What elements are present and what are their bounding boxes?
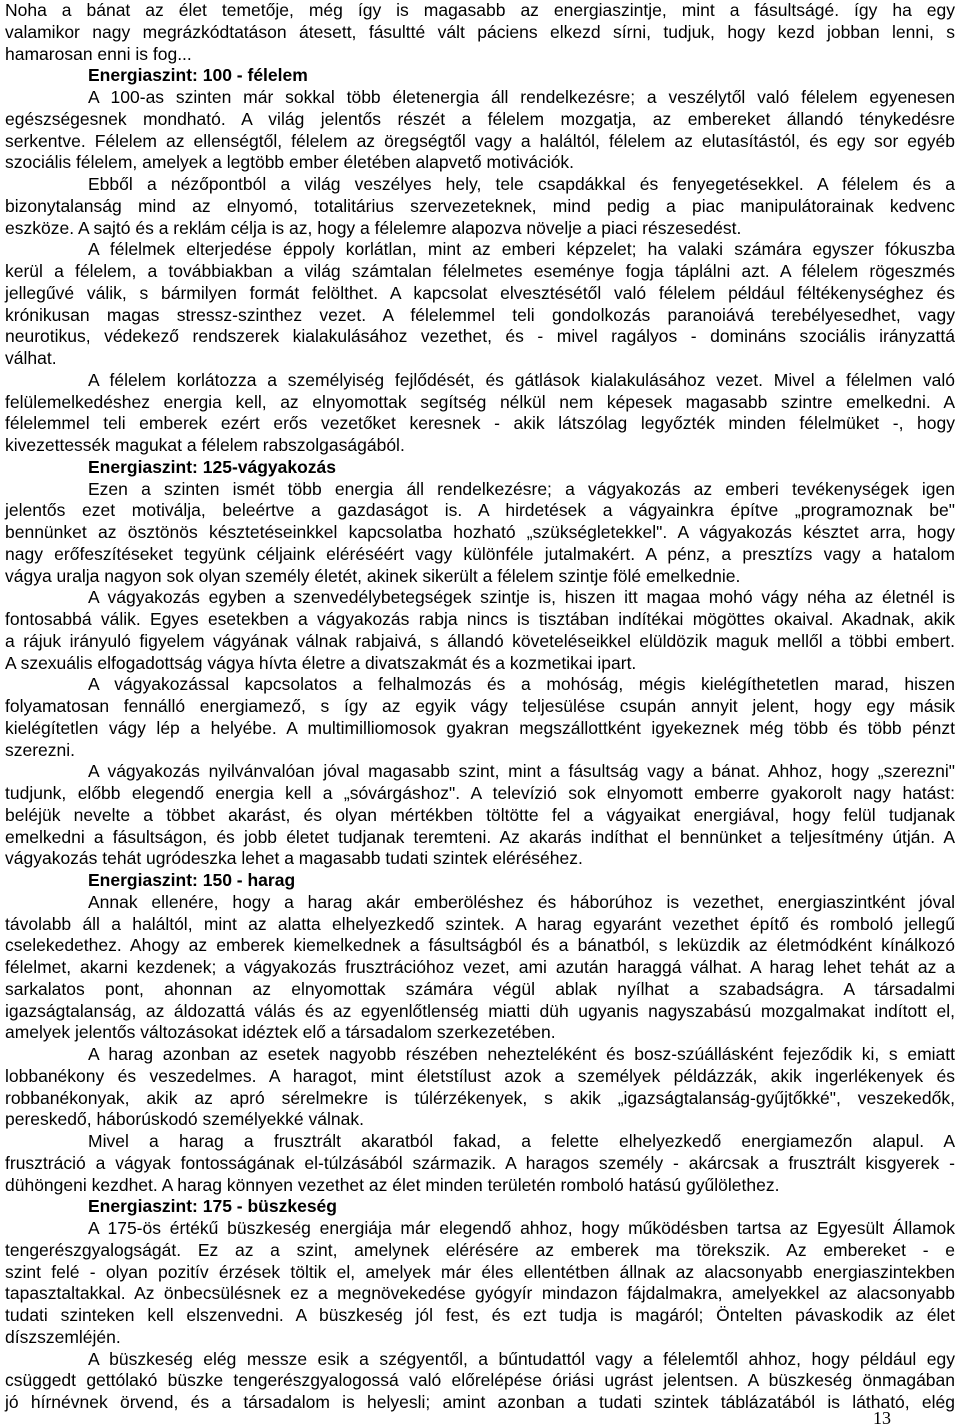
text-line: A vágyakozással kapcsolatos a felhalmozás és a mohóság, mégis kielégíthetetlen marad, hiszen (88, 674, 955, 695)
text-line: bizonytalanság mind az elnyomó, totalitárius szervezeteknek, mind pedig a piac manipulátorainak kedvenc (5, 195, 955, 216)
page-number: 13 (873, 1408, 891, 1428)
text-line: Ebből a nézőpontból a világ veszélyes hely, tele csapdákkal és fenyegetésekkel. A félelem és a (88, 174, 955, 194)
paragraph (5, 674, 955, 761)
section-heading: Energiaszint: 125-vágyakozás (88, 456, 337, 477)
text-line: lobbanékony és veszedelmes. A haragot, mint életstílust azok a személyek példázzák, akik ingerlékenyek és (5, 1065, 955, 1086)
text-line: jó hírnévnek örvend, és a társadalom is helyesli; amint azonban a tudati szintek táblázatából is látható, elég (5, 1392, 955, 1412)
section-fear (5, 65, 955, 457)
section-heading: Energiaszint: 150 - harag (88, 870, 296, 890)
text-line: dühöngeni kezdhet. A harag könnyen vezethet az élet minden területén romboló hatású gyűlölethez. (5, 1174, 780, 1195)
paragraph (5, 1131, 955, 1196)
text-line: folyamatosan fennálló energiamező, s így az egyik vágy teljesülése csupán annyit jelent, hogy egy másik (5, 696, 955, 716)
text-line: nagy erőfeszítéseket tegyünk céljaink eléréséért vagy különféle jutalmakért. A pénz, a presztízs vagy a hatalom (5, 543, 955, 564)
paragraph (5, 587, 955, 674)
text-line: eszköze. A sajtó és a reklám célja is az, hogy a félelemre alapozva növelje a piaci részesedést. (5, 217, 742, 238)
text-line: A harag azonban az esetek nagyobb részében nehezteléként és bosz-szúállásként fejeződik ki, s emiatt (88, 1044, 955, 1064)
text-line: díszszemléjén. (5, 1326, 121, 1347)
section-anger (5, 870, 955, 1196)
text-line: valamikor nagy megrázkódtatáson átesett, fásultté vált páciens elkezd sírni, tudjuk, hogy kezd jobban lenni, s (5, 21, 955, 42)
paragraph (5, 174, 955, 239)
text-line: robbanékonyak, akik az apró sérelmekre is túlérzékenyek, s akik „igazságtalanság-gyűjtőkké", veszekedők, (5, 1087, 955, 1108)
paragraph (5, 892, 955, 1044)
paragraph (5, 0, 955, 65)
text-line: pereskedő, háborúskodó személyekké válnak. (5, 1109, 364, 1130)
text-line: egészségesnek mondható. A világ jelentős részét a félelem mozgatja, az embereket állandó ténykedésre (5, 108, 955, 129)
text-line: válhat. (5, 348, 57, 368)
text-line: tudati szinteken kell elszenvedni. A büszkeség jól fest, és ezt tudja is magáról; Öntelten pávaskodik az élet (5, 1305, 955, 1325)
text-line: fontosabbá válik. Egyes esetekben a vágyakozás rabja nincs is tisztában indítékai mögöttes okaival. Akadnak, akik (5, 609, 955, 629)
text-line: jelentős ezet motiválja, beleértve a gazdaságot is. A hirdetések a vágyainkra építve „programoznak be" (5, 500, 955, 521)
text-line: félelmet, akarni kezdenek; a vágyakozás frusztrációhoz vezet, ami azután haraggá válhat. A harag lehet tehát az a (5, 957, 955, 977)
text-line: kivezettessék magukat a félelem rabszolgaságából. (5, 435, 405, 455)
document-body (5, 0, 955, 1414)
text-line: szerezni. (5, 739, 76, 760)
text-line: szint felé - olyan pozitív érzések töltik el, amelyek már éles ellentétben állnak az alacsonyabb energiaszintekben (5, 1261, 955, 1282)
text-line: félelemmel teli emberek ezért erős vezetőket keresnek - akik látszólag legyőzték minden félelmüket -, hogy (5, 413, 955, 434)
text-line: A büszkeség elég messze esik a szégyentől, a bűntudattól vagy a félelemtől ahhoz, hogy például egy (88, 1348, 955, 1369)
text-line: Annak ellenére, hogy a harag akár emberöléshez és háborúhoz is vezethet, energiaszintként jóval (88, 891, 955, 912)
text-line: bennünket az ösztönös késztetéseinkkel kapcsolatba hozható „szükségletekkel". A vágyakozás késztet arra, hogy (5, 522, 955, 542)
text-line: szociális félelem, amelyek a legtöbb ember életében alapvető motivációk. (5, 152, 575, 173)
text-line: emelkedni a fásultságon, és jobb életet tudjanak teremteni. Az akarás indíthat el bennünket a teljesítmény útján. A (5, 826, 955, 847)
text-line: serkentve. Félelem az ellenségtől, félelem az öregségtől vagy a haláltól, félelem az elutasítástól, és egy sor egyéb (5, 130, 955, 151)
paragraph (5, 1044, 955, 1131)
paragraph (5, 370, 955, 457)
text-line: neurotikus, védekező rendszerek kialakulásához vezethet, és - mivel ragályos - domináns szociális irányzattá (5, 326, 955, 347)
text-line: cselekedethez. Ahogy az emberek kiemelkednek a fásultságból és a bánatból, s leküzdik az életmódként kínálkozó (5, 935, 955, 956)
text-line: krónikusan magas stressz-szinthez vezet. A félelemmel teli gondolkozás paranoiává terebélyesedhet, vagy (5, 304, 955, 325)
text-line: tapasztaltakkal. Az önbecsülésnek ez a megnövekedése gyógyír mindazon fájdalmakra, amelyekkel az alacsonyabb (5, 1283, 955, 1304)
paragraph (5, 479, 955, 588)
text-line: vágya uralja nagyon sok olyan személy életét, akinek sikerült a félelem szintje fölé emelkednie. (5, 565, 741, 586)
text-line: igazságtalanság, az áldozattá válás és az egyenlőtlenség miatti düh ugyanis nagyszabású mozgalmakat indított el, (5, 1000, 955, 1021)
paragraph (5, 1218, 955, 1349)
section-heading: Energiaszint: 100 - félelem (88, 65, 308, 86)
text-line: jellegűvé válik, s bármilyen formát felölthet. A kapcsolat elvesztésétől való félelem például féltékenységhez és (5, 282, 955, 303)
text-line: A vágyakozás nyilvánvalóan jóval magasabb szint, mint a fásultság vagy a bánat. Ahhoz, hogy „szerezni" (88, 761, 955, 782)
text-line: amelyek jelentős változásokat idéztek elő a társadalom szerkezetében. (5, 1022, 556, 1043)
text-line: felülemelkedéshez energia kell, az elnyomottak segítség nélkül nem képesek magasabb szintre emelkedni. A (5, 391, 955, 412)
text-line: tengerészgyalogságát. Ez az a szint, amelynek elérésére az emberek ma törekszik. Az embereket - e (5, 1239, 955, 1260)
text-line: távolabb áll a haláltól, mint az alatta elhelyezkedő szintek. A harag egyaránt vezethet építő és romboló jellegű (5, 913, 955, 934)
text-line: hamarosan enni is fog... (5, 43, 192, 64)
text-line: A félelmek elterjedése éppoly korlátlan, mint az emberi képzelet; ha valaki számára egyszer fókuszba (88, 239, 955, 260)
paragraph (5, 239, 955, 370)
text-line: Mivel a harag a frusztrált akaratból fakad, a felette elhelyezkedő energiamezőn alapul. A (88, 1131, 955, 1151)
text-line: kerül a félelem, a továbbiakban a világ számtalan félelmetes eseménye fogja táplálni azt. A félelem rögeszmés (5, 261, 955, 281)
text-line: A 175-ös értékű büszkeség energiája már elegendő ahhoz, hogy működésben tartsa az Egyesült Államok (88, 1218, 955, 1238)
paragraph (5, 87, 955, 174)
text-line: A szexuális elfogadottság vágya hívta életre a divatszakmát és a kozmetikai ipart. (5, 652, 637, 673)
text-line: kielégítetlen vágy lép a helyébe. A multimilliomosok gyakran megszállottként igyekeznek még több és több pénzt (5, 717, 955, 738)
paragraph (5, 1349, 955, 1414)
text-line: Noha a bánat az élet temetője, még így is magasabb az energiaszintje, mint a fásultságé. így ha egy (5, 0, 955, 20)
section-desire (5, 457, 955, 870)
section-heading: Energiaszint: 175 - büszkeség (88, 1196, 337, 1217)
text-line: vágyakozás tehát ugródeszka lehet a magasabb tudati szintek eléréséhez. (5, 848, 583, 869)
text-line: A félelem korlátozza a személyiség fejlődését, és gátlások kialakulásához vezet. Mivel a félelmen való (88, 369, 955, 390)
paragraph (5, 761, 955, 870)
text-line: A vágyakozás egyben a szenvedélybetegségek szintje is, hiszen itt magaa mohó vágy néha az életnél is (88, 587, 955, 608)
text-line: A 100-as szinten már sokkal több életenergia áll rendelkezésre; a veszélytől való félelem egyenesen (88, 87, 955, 107)
text-line: sarkalatos pont, ahonnan az elnyomottak számára végül ablak nyílhat a szabadságra. A társadalmi (5, 978, 955, 999)
text-line: Ezen a szinten ismét több energia áll rendelkezésre; a vágyakozás az emberi tevékenységek igen (88, 478, 955, 499)
text-line: csüggedt gettólakó büszke tengerészgyalogossá való előrelépése óriási ugrást jelentsen. A büszkeség önmagában (5, 1370, 955, 1391)
text-line: beléjük nevelte a többet akarást, és olyan mértékben töltötte fel a vágyaikat energiával, hogy felül tudjanak (5, 804, 955, 825)
text-line: tudjunk, előbb elegendő energia kell a „sóvárgáshoz". A televízió sok elnyomott emberre gyakorolt nagy hatást: (5, 783, 955, 803)
text-line: a rájuk irányuló figyelem vágyának válnak rabjaivá, s állandó követeléseikkel elüldözik maguk mellől a többi embert. (5, 630, 955, 651)
section-pride (5, 1196, 955, 1414)
text-line: frusztráció a vágyak fontosságának el-túlzásából származik. A haragos személy - akárcsak a frusztrált kisgyerek - (5, 1152, 955, 1173)
